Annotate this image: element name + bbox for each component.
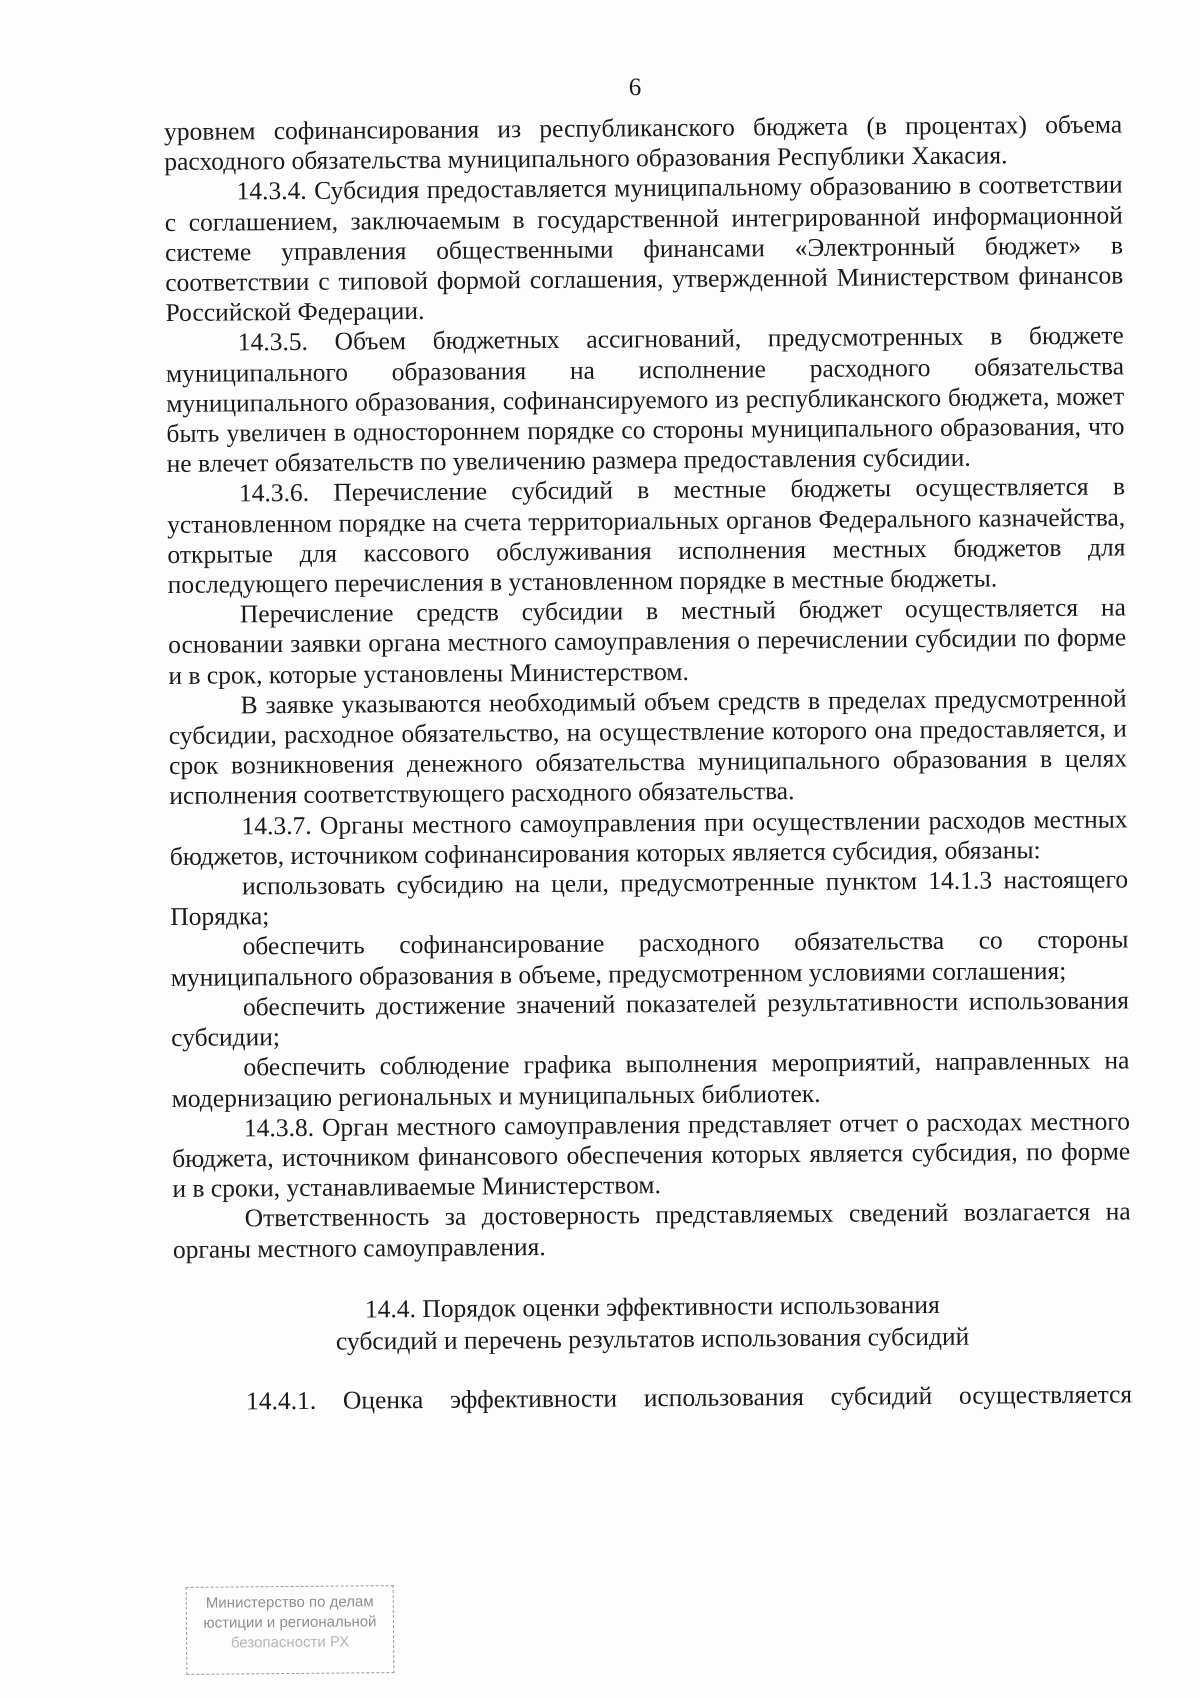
document-body — [164, 109, 1132, 1416]
list-item: использовать субсидию на цели, предусмотренные пунктом 14.1.3 настоящего Порядка; — [170, 864, 1129, 932]
section-heading-line: 14.4. Порядок оценки эффективности использования — [364, 1289, 940, 1324]
paragraph-14-3-8: 14.3.8. Орган местного самоуправления представляет отчет о расходах местного бюджета, источником финансового обеспечения которых является субсидия, по форме и в сроки, устанавливаемые Министерством. — [172, 1106, 1131, 1204]
list-item: обеспечить соблюдение графика выполнения мероприятий, направленных на модернизацию региональных и муниципальных библиотек. — [171, 1045, 1130, 1113]
paragraph-14-3-7: 14.3.7. Органы местного самоуправления при осуществлении расходов местных бюджетов, источником софинансирования которых является субсидия, обязаны: — [169, 804, 1128, 871]
stamp-line: Министерство по делам — [205, 1593, 374, 1612]
paragraph-14-3-4: 14.3.4. Субсидия предоставляется муниципальному образованию в соответствии с соглашением, заключаемым в государственной интегрированной информационной системе управления общественными финансами «Электронный бюджет» в соответствии с типовой формой соглашения, утвержденной Министерством финансов Российской Федерации. — [164, 169, 1124, 328]
paragraph: Ответственность за достоверность представляемых сведений возлагается на органы местного самоуправления. — [172, 1196, 1131, 1264]
list-item: обеспечить софинансирование расходного обязательства со стороны муниципального образования в объеме, предусмотренном условиями соглашения; — [170, 924, 1129, 992]
paragraph: уровнем софинансирования из республиканского бюджета (в процентах) объема расходного обязательства муниципального образования Республики Хакасия. — [164, 109, 1123, 177]
section-heading — [173, 1287, 1131, 1359]
paragraph: Перечисление средств субсидии в местный бюджет осуществляется на основании заявки органа местного самоуправления о перечислении субсидии по форме и в срок, которые установлены Министерством. — [168, 592, 1127, 690]
paragraph: В заявке указываются необходимый объем средств в пределах предусмотренной субсидии, расходное обязательство, на осуществление которого она предоставляется, и срок возникновения денежного обязательства муниципального образования в целях исполнения соответствующего расходного обязательства. — [168, 683, 1128, 811]
registration-stamp — [186, 1585, 395, 1675]
paragraph-14-3-6: 14.3.6. Перечисление субсидий в местные бюджеты осуществляется в установленном порядке на счета территориальных органов Федерального казначейства, открытые для кассового обслуживания исполнения местных бюджетов для последующего перечисления в установленном порядке в местные бюджеты. — [167, 471, 1126, 600]
stamp-line: юстиции и региональной — [203, 1613, 377, 1632]
page-number: 6 — [628, 74, 642, 101]
list-item: обеспечить достижение значений показателей результативности использования субсидии; — [171, 985, 1130, 1053]
stamp-line: безопасности РХ — [230, 1633, 350, 1652]
paragraph-14-4-1: 14.4.1. Оценка эффективности использования субсидий осуществляется — [245, 1379, 1133, 1416]
section-heading-line: субсидий и перечень результатов использования субсидий — [335, 1321, 970, 1356]
paragraph-14-3-5: 14.3.5. Объем бюджетных ассигнований, предусмотренных в бюджете муниципального образования на исполнение расходного обязательства муниципального образования, софинансируемого из республиканского бюджета, может быть увеличен в одностороннем порядке со стороны муниципального образования, что не влечет обязательств по увеличению размера предоставления субсидии. — [165, 320, 1125, 479]
